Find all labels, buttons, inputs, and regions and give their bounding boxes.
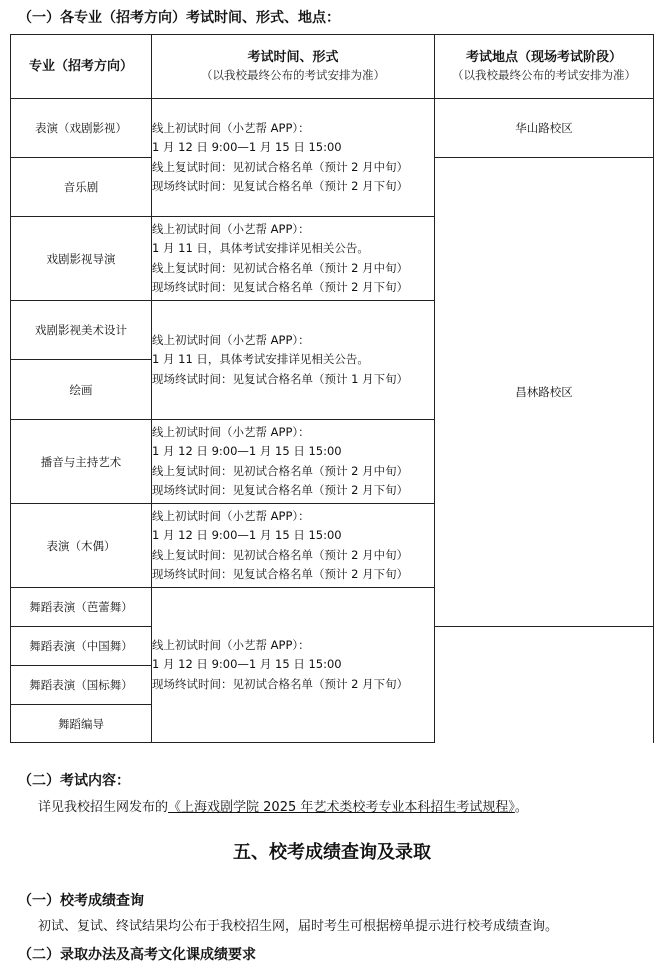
time-line: 1 月 12 日 9:00—1 月 15 日 15:00 xyxy=(152,140,342,155)
time-cell xyxy=(152,301,435,420)
header-major xyxy=(11,35,152,99)
time-line: 1 月 11 日，具体考试安排详见相关公告。 xyxy=(152,352,369,367)
time-line: 线上复试时间：见初试合格名单（预计 2 月中旬） xyxy=(152,547,409,562)
table-row xyxy=(11,99,654,158)
exam-content-prefix: 详见我校招生网发布的 xyxy=(38,800,169,815)
header-location xyxy=(435,35,654,99)
major-cell: 表演（戏剧影视） xyxy=(11,99,152,158)
header-location-label: 考试地点（现场考试阶段） xyxy=(465,50,622,65)
time-line: 1 月 11 日，具体考试安排详见相关公告。 xyxy=(152,241,369,256)
location-cell-changlin: 昌林路校区 xyxy=(435,158,654,627)
exam-rules-link[interactable]: 《上海戏剧学院 2025 年艺术类校考专业本科招生考试规程》 xyxy=(168,800,515,815)
score-query-paragraph: 初试、复试、终试结果均公布于我校招生网，届时考生可根据榜单提示进行校考成绩查询。 xyxy=(38,919,559,934)
time-cell xyxy=(152,420,435,504)
time-cell xyxy=(152,588,435,743)
section-heading-exam-schedule: （一）各专业（招考方向）考试时间、形式、地点： xyxy=(18,10,340,26)
time-line: 1 月 12 日 9:00—1 月 15 日 15:00 xyxy=(152,528,342,543)
section-five-title: 五、校考成绩查询及录取 xyxy=(233,842,431,863)
major-cell: 戏剧影视导演 xyxy=(11,217,152,301)
time-line: 现场终试时间：见复试合格名单（预计 2 月下旬） xyxy=(152,482,409,497)
major-cell: 舞蹈表演（芭蕾舞） xyxy=(11,588,152,627)
time-cell xyxy=(152,504,435,588)
time-line: 1 月 12 日 9:00—1 月 15 日 15:00 xyxy=(152,657,342,672)
header-major-label: 专业（招考方向） xyxy=(28,58,133,74)
location-cell-huashan: 华山路校区 xyxy=(435,99,654,158)
section-heading-admission: （二）录取办法及高考文化课成绩要求 xyxy=(18,947,256,963)
time-line: 1 月 12 日 9:00—1 月 15 日 15:00 xyxy=(152,444,342,459)
major-cell: 播音与主持艺术 xyxy=(11,420,152,504)
time-line: 线上初试时间（小艺帮 APP）： xyxy=(152,638,310,653)
time-line: 线上复试时间：见初试合格名单（预计 2 月中旬） xyxy=(152,260,409,275)
time-line: 现场终试时间：见初试合格名单（预计 2 月下旬） xyxy=(152,676,409,691)
time-cell xyxy=(152,99,435,217)
exam-content-paragraph xyxy=(38,799,528,817)
time-cell xyxy=(152,217,435,301)
major-cell: 绘画 xyxy=(11,360,152,420)
time-line: 现场终试时间：见复试合格名单（预计 1 月下旬） xyxy=(152,371,409,386)
major-cell: 舞蹈编导 xyxy=(11,705,152,743)
section-heading-score-query: （一）校考成绩查询 xyxy=(18,893,144,909)
header-time xyxy=(152,35,435,99)
time-line: 现场终试时间：见复试合格名单（预计 2 月下旬） xyxy=(152,566,409,581)
time-line: 线上初试时间（小艺帮 APP）： xyxy=(152,333,310,348)
time-line: 现场终试时间：见复试合格名单（预计 2 月下旬） xyxy=(152,279,409,294)
section-heading-exam-content: （二）考试内容： xyxy=(18,773,130,789)
header-time-note: （以我校最终公布的考试安排为准） xyxy=(201,68,385,82)
exam-content-suffix: 。 xyxy=(514,800,528,815)
time-line: 线上初试时间（小艺帮 APP）： xyxy=(152,425,310,440)
time-line: 线上复试时间：见初试合格名单（预计 2 月中旬） xyxy=(152,159,409,174)
time-line: 线上初试时间（小艺帮 APP）： xyxy=(152,222,310,237)
major-cell: 舞蹈表演（中国舞） xyxy=(11,627,152,666)
time-line: 现场终试时间：见复试合格名单（预计 2 月下旬） xyxy=(152,178,409,193)
time-line: 线上初试时间（小艺帮 APP）： xyxy=(152,121,310,136)
time-line: 线上复试时间：见初试合格名单（预计 2 月中旬） xyxy=(152,463,409,478)
header-time-label: 考试时间、形式 xyxy=(247,50,339,65)
major-cell: 表演（木偶） xyxy=(11,504,152,588)
time-line: 线上初试时间（小艺帮 APP）： xyxy=(152,509,310,524)
major-cell: 舞蹈表演（国标舞） xyxy=(11,666,152,705)
header-location-note: （以我校最终公布的考试安排为准） xyxy=(452,68,636,82)
major-cell: 音乐剧 xyxy=(11,158,152,217)
table-header-row xyxy=(11,35,654,99)
exam-schedule-table xyxy=(10,34,654,743)
major-cell: 戏剧影视美术设计 xyxy=(11,301,152,360)
